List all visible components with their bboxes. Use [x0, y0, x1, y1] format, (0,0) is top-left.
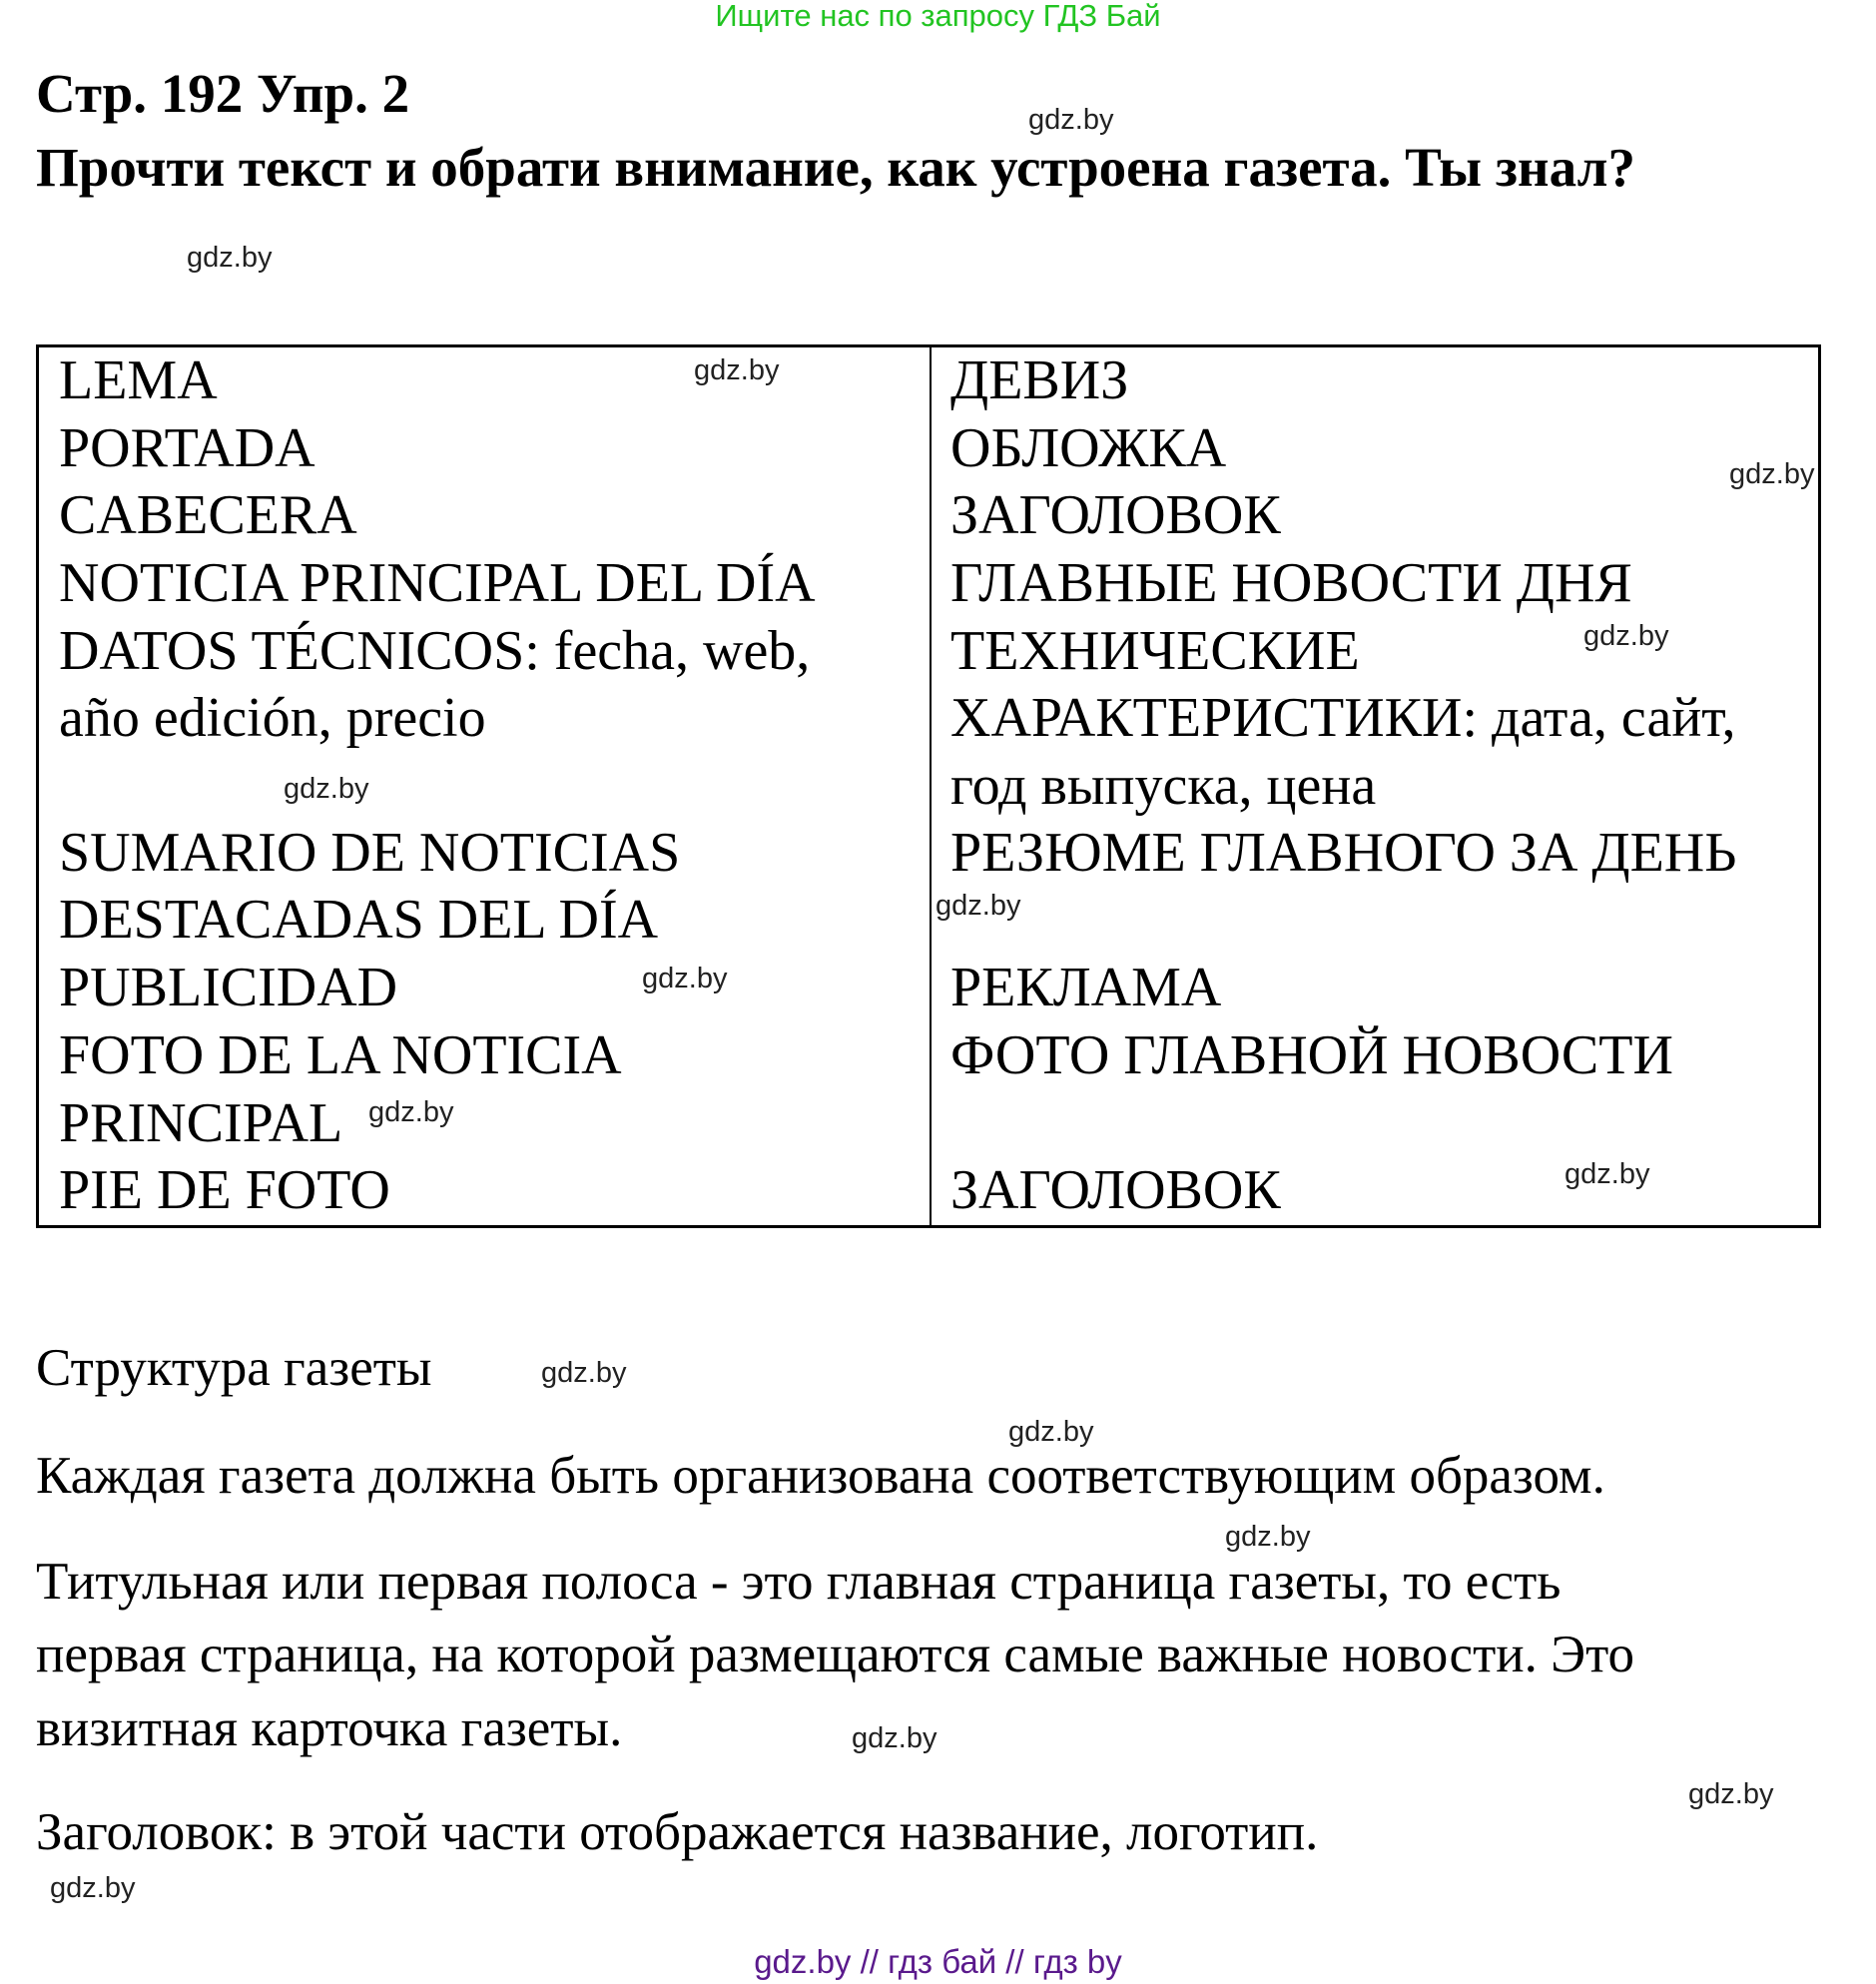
spanish-term: PORTADA: [59, 417, 315, 479]
russian-term: ФОТО ГЛАВНОЙ НОВОСТИ: [950, 1024, 1673, 1086]
watermark: gdz.by: [1028, 104, 1114, 136]
russian-term: ГЛАВНЫЕ НОВОСТИ ДНЯ: [950, 552, 1632, 614]
watermark: gdz.by: [1225, 1521, 1311, 1553]
spanish-term: PUBLICIDAD: [59, 957, 398, 1018]
watermark: gdz.by: [936, 890, 1021, 922]
spanish-term: LEMA: [59, 349, 218, 411]
russian-term: РЕЗЮМЕ ГЛАВНОГО ЗА ДЕНЬ: [950, 822, 1737, 884]
watermark: gdz.by: [694, 354, 780, 386]
spanish-term: PIE DE FOTO: [59, 1159, 390, 1221]
paragraph: Каждая газета должна быть организована соответствующим образом.: [36, 1447, 1605, 1505]
watermark: gdz.by: [1008, 1416, 1094, 1448]
spanish-term: DESTACADAS DEL DÍA: [59, 889, 659, 951]
watermark: gdz.by: [642, 963, 728, 994]
watermark: gdz.by: [541, 1357, 627, 1389]
spanish-term: NOTICIA PRINCIPAL DEL DÍA: [59, 552, 816, 614]
watermark: gdz.by: [1688, 1778, 1774, 1810]
paragraph: первая страница, на которой размещаются самые важные новости. Это: [36, 1626, 1635, 1683]
paragraph: Заголовок: в этой части отображается название, логотип.: [36, 1803, 1319, 1861]
russian-term: РЕКЛАМА: [950, 957, 1222, 1018]
spanish-term: CABECERA: [59, 484, 357, 546]
spanish-term: DATOS TÉCNICOS: fecha, web,: [59, 620, 811, 682]
paragraph: визитная карточка газеты.: [36, 1699, 623, 1757]
page-title: Стр. 192 Упр. 2: [36, 63, 410, 124]
search-banner: Ищите нас по запросу ГДЗ Бай: [715, 0, 1161, 33]
exercise-subtitle: Прочти текст и обрати внимание, как устроена газета. Ты знал?: [36, 137, 1635, 198]
russian-term: ДЕВИЗ: [950, 349, 1129, 411]
watermark: gdz.by: [50, 1872, 136, 1904]
column-divider: [930, 347, 932, 1225]
russian-term: ЗАГОЛОВОК: [950, 1159, 1281, 1221]
russian-term: ХАРАКТЕРИСТИКИ: дата, сайт,: [950, 687, 1736, 749]
paragraph: Титульная или первая полоса - это главная страница газеты, то есть: [36, 1553, 1562, 1611]
watermark: gdz.by: [284, 773, 369, 805]
russian-term: ЗАГОЛОВОК: [950, 484, 1281, 546]
watermark: gdz.by: [1729, 458, 1815, 490]
spanish-term: SUMARIO DE NOTICIAS: [59, 822, 681, 884]
spanish-term: FOTO DE LA NOTICIA: [59, 1024, 622, 1086]
russian-term: год выпуска, цена: [950, 755, 1377, 817]
watermark: gdz.by: [1564, 1158, 1650, 1190]
footer-links: gdz.by // гдз бай // гдз by: [754, 1943, 1122, 1980]
section-heading: Структура газеты: [36, 1339, 432, 1397]
russian-term: ТЕХНИЧЕСКИЕ: [950, 620, 1360, 682]
spanish-term: PRINCIPAL: [59, 1092, 343, 1154]
watermark: gdz.by: [1583, 620, 1669, 652]
watermark: gdz.by: [368, 1096, 454, 1128]
russian-term: ОБЛОЖКА: [950, 417, 1227, 479]
watermark: gdz.by: [187, 242, 273, 274]
watermark: gdz.by: [852, 1722, 938, 1754]
spanish-term: año edición, precio: [59, 687, 486, 749]
